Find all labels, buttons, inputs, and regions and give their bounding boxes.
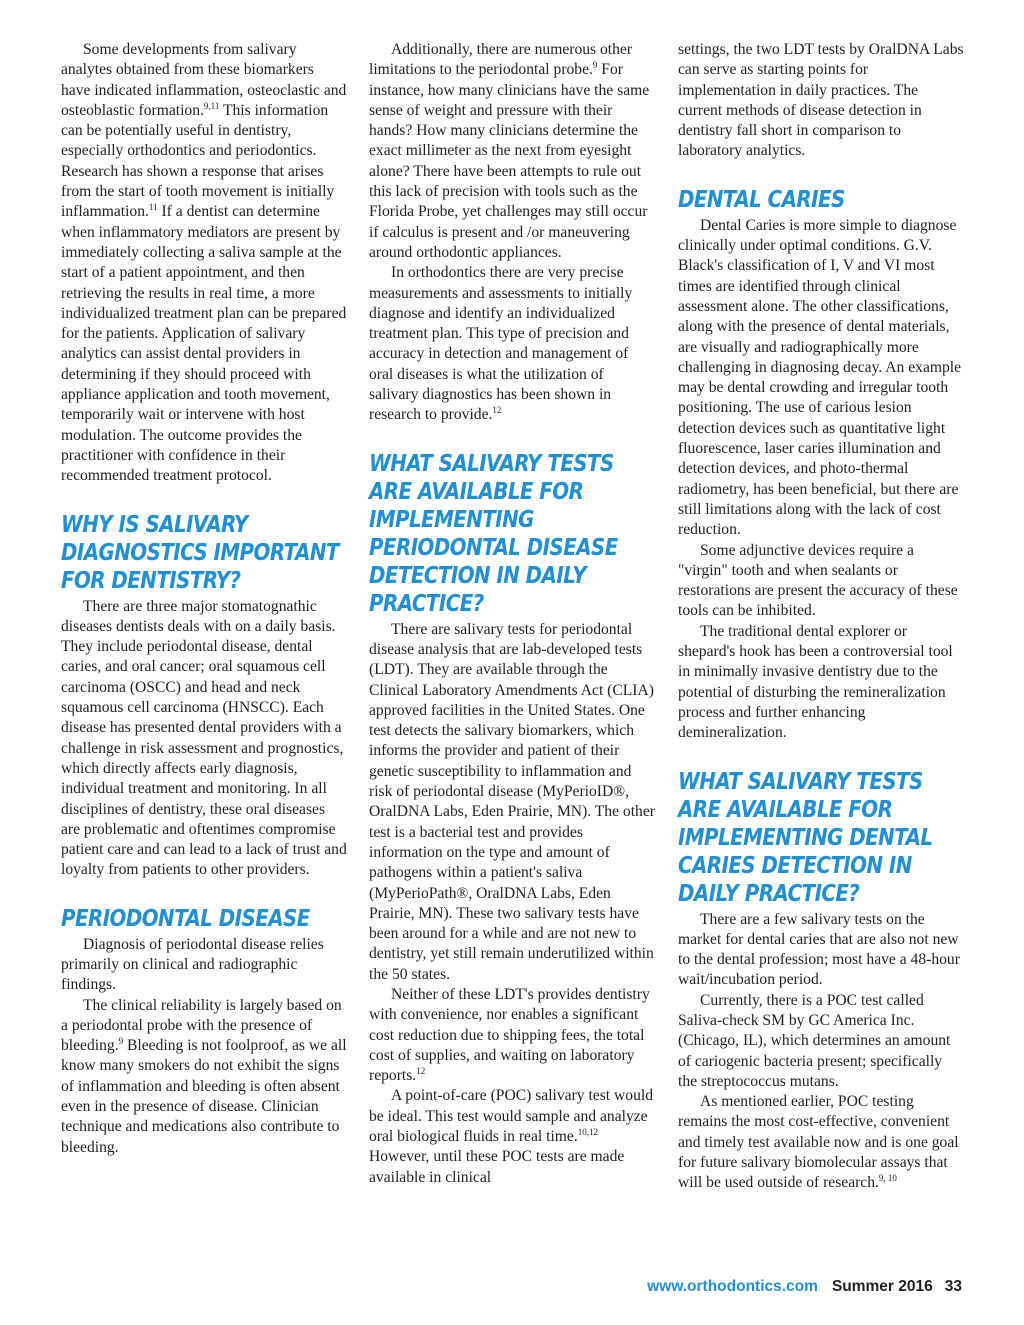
paragraph-text: The clinical reliability is largely based on a periodontal probe with the presence of bleeding. [61,996,342,1055]
paragraph-caries-tests-market: There are a few salivary tests on the market for dental caries that are also not new to the dental profession; most have a 48-hour wait/incubation period. [678,910,960,989]
paragraph-biomarkers [61,40,347,487]
paragraph-orthodontics-precision [369,263,655,425]
heading-perio-salivary-tests: WHAT SALIVARY TESTS ARE AVAILABLE FOR IMPLEMENTING PERIODONTAL DISEASE DETECTION IN DAILY PRACTICE? [369,450,618,617]
paragraph-point-of-care [369,1086,655,1187]
paragraph-text: Neither of these LDT's provides dentistry with convenience, nor enables a significant cost reduction due to shipping fees, the total cost of supplies, and waiting on laboratory reports. [369,985,650,1085]
heading-periodontal-disease: PERIODONTAL DISEASE [61,905,310,932]
column-middle [369,40,655,1188]
reference-superscript: 9, 10 [878,1173,897,1184]
paragraph-clinical-reliability [61,996,347,1158]
paragraph-caries-diagnosis: Dental Caries is more simple to diagnose clinically under optimal conditions. G.V. Black's classification of I, V and VI most times are identified through clinical assessment alone. The other classifications, along with the presence of dental materials, are visually and radiographically more challenging in diagnosing decay. An example may be dental crowding and irregular tooth positioning. The use of carious lesion detection devices such as quantitative light fluorescence, laser caries illumination and detection devices, and photo-thermal radiometry, has been beneficial, but there are still limitations along with the lack of cost reduction. [678,216,962,539]
website-link[interactable]: www.orthodontics.com [647,1278,818,1295]
reference-superscript: 11 [148,202,158,213]
reference-superscript: 9 [592,60,598,71]
page-number: 33 [944,1278,962,1295]
paragraph-text: If a dentist can determine when inflammatory mediators are present by immediately collecting a saliva sample at the start of a patient appointment, and then retrieving the results in real time, a more individualized treatment plan can be prepared for the patients. Application of salivary analytics can assist dental providers in determining if they should proceed with appliance application and tooth movement, temporarily wait or intervene with host modulation. The outcome provides the practitioner with confidence in their recommended treatment protocol. [61,203,347,485]
paragraph-poc-testing [678,1092,964,1193]
paragraph-ldt-settings: settings, the two LDT tests by OralDNA Labs can serve as starting points for implementation in daily practices. The current methods of disease detection in dentistry fall short in comparison to laboratory analytics. [678,41,964,160]
paragraph-ldt-convenience [369,985,655,1086]
paragraph-text: Some developments from salivary analytes obtained from these biomarkers have indicated inflammation, osteoclastic and osteoblastic formation. [61,41,347,119]
reference-superscript: 12 [492,405,502,416]
paragraph-stomatognathic-diseases: There are three major stomatognathic diseases dentists deals with on a daily basis. They include periodontal disease, dental caries, and oral cancer; oral squamous cell carcinoma (OSCC) and head and neck squamous cell carcinoma (HNSCC). Each disease has presented dental providers with a challenge in risk assessment and prognostics, which directly affects early diagnosis, individual treatment and monitoring. In all disciplines of dentistry, these oral diseases are problematic and oftentimes compromise patient care and can lead to a lack of trust and loyalty from patients to other providers. [61,597,347,879]
reference-superscript: 9 [118,1036,124,1047]
reference-superscript: 12 [416,1066,426,1077]
paragraph-saliva-check: Currently, there is a POC test called Saliva-check SM by GC America Inc. (Chicago, IL), which determines an amount of cariogenic bacteria present; specifically the streptococcus mutans. [678,991,951,1090]
issue-label: Summer 2016 [831,1278,933,1295]
paragraph-text: A point-of-care (POC) salivary test would be ideal. This test would sample and analyze oral biological fluids in real time. [369,1087,654,1146]
paragraph-text: Additionally, there are numerous other limitations to the periodontal probe. [369,41,633,79]
paragraph-dental-explorer: The traditional dental explorer or shepard's hook has been a controversial tool in minimally invasive dentistry due to the potential of disturbing the remineralization process and further enhancing demineralization. [678,622,953,742]
paragraph-text: For instance, how many clinicians have the same sense of weight and pressure with their hands? How many clinicians determine the exact millimeter as the next from eyesight alone? There have been attempts to rule out this lack of precision with tools such as the Florida Probe, yet challenges may still occur if calculus is present and /or maneuvering around orthodontic appliances. [369,61,650,261]
column-left [61,40,347,1158]
paragraph-text: This information can be potentially useful in dentistry, especially orthodontics and periodontics. Research has shown a response that arises from the start of tooth movement is initially inflammation. [61,101,335,221]
reference-superscript: 10,12 [577,1127,598,1138]
paragraph-perio-diagnosis: Diagnosis of periodontal disease relies primarily on clinical and radiographic findings. [61,935,324,994]
paragraph-adjunctive-devices: Some adjunctive devices require a "virgin" tooth and when sealants or restorations are present the accuracy of these tools can be inhibited. [678,541,958,620]
paragraph-probe-limitations [369,40,655,263]
heading-caries-salivary-tests: WHAT SALIVARY TESTS ARE AVAILABLE FOR IMPLEMENTING DENTAL CARIES DETECTION IN DAILY PRACTICE? [678,768,933,907]
paragraph-lab-developed-tests: There are salivary tests for periodontal disease analysis that are lab-developed tests (LDT). They are available through the Clinical Laboratory Amendments Act (CLIA) approved facilities in the United States. One test detects the salivary biomarkers, which informs the provider and patient of their genetic susceptibility to inflammation and risk of periodontal disease (MyPerioID®, OralDNA Labs, Eden Prairie, MN). The other test is a bacterial test and provides information on the type and amount of pathogens within a patient's saliva (MyPerioPath®, OralDNA Labs, Eden Prairie, MN). These two salivary tests have been around for a while and are not new to dentistry, yet still remain underutilized within the 50 states. [369,620,655,983]
heading-dental-caries: DENTAL CARIES [678,186,845,213]
paragraph-text: Bleeding is not foolproof, as we all know many smokers do not exhibit the signs of inflammation and bleeding is often absent even in the presence of disease. Clinician technique and medications also contribute to bleeding. [61,1037,347,1156]
paragraph-text: In orthodontics there are very precise measurements and assessments to initially diagnose and identify an individualized treatment plan. This type of precision and accuracy in detection and management of oral diseases is what the utilization of salivary diagnostics has been shown in research to provide. [369,264,633,424]
reference-superscript: 9,11 [203,100,220,111]
paragraph-text: However, until these POC tests are made available in clinical [369,1148,625,1186]
paragraph-text: As mentioned earlier, POC testing remains the most cost-effective, convenient and timely test available now and is one goal for future salivary biomolecular assays that will be used outside of research. [678,1093,959,1192]
heading-why-salivary-diagnostics: WHY IS SALIVARY DIAGNOSTICS IMPORTANT FOR DENTISTRY? [61,511,339,594]
column-right [678,40,964,1194]
page-footer [647,1278,962,1296]
